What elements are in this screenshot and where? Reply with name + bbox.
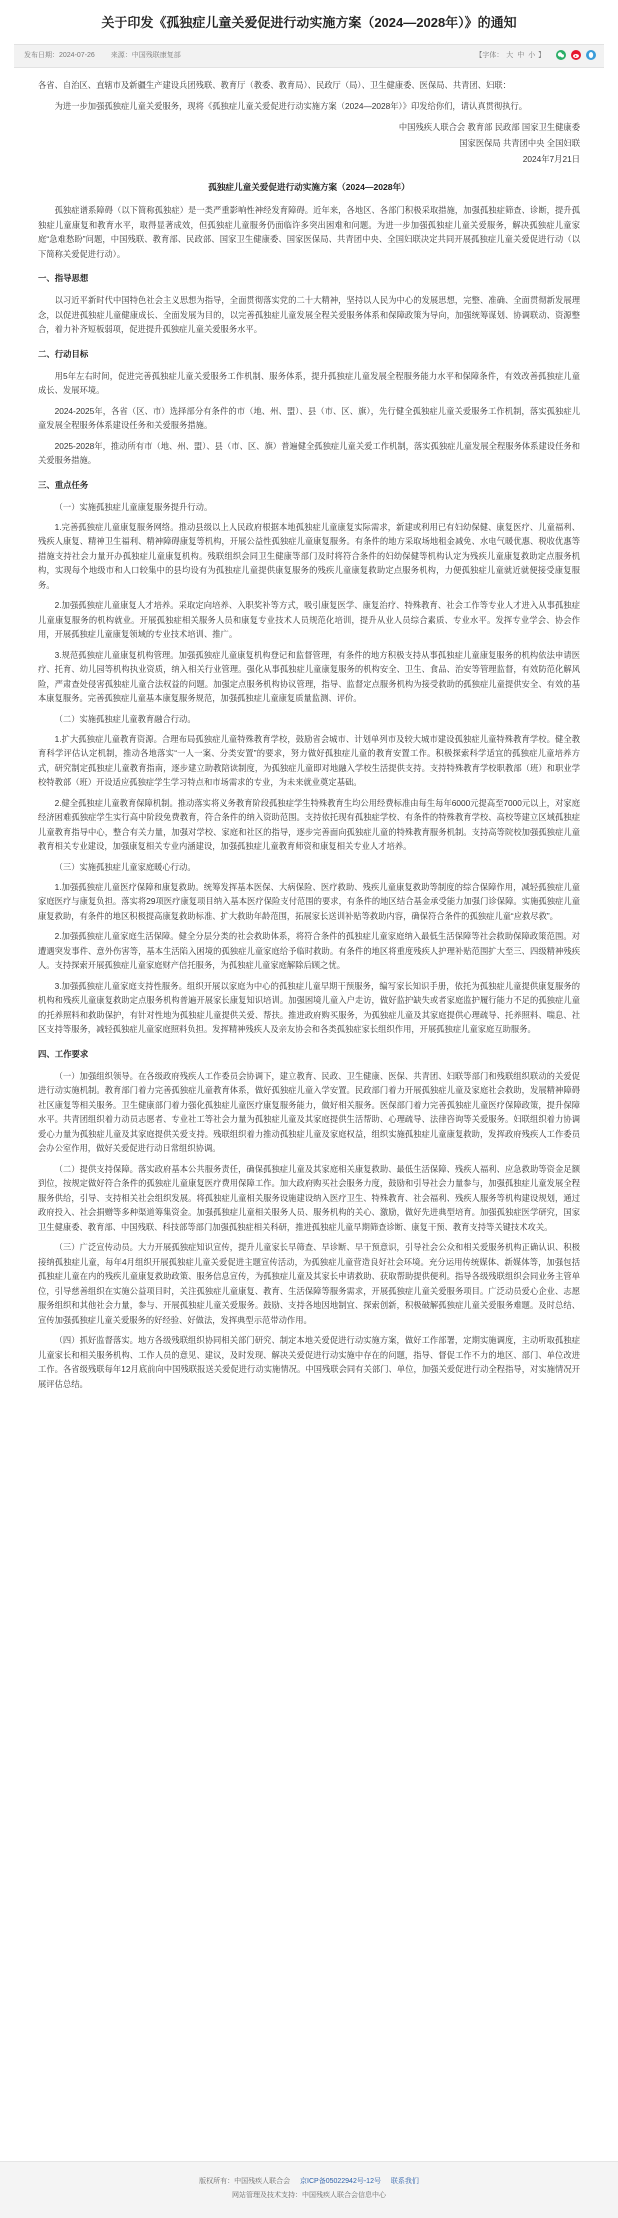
section-heading: 二、行动目标	[38, 348, 89, 359]
section-paragraph: 2025-2028年，推动所有市（地、州、盟）、县（市、区、旗）普遍健全孤独症儿童关爱工作机制，落实孤独症儿童发展全程服务体系建设任务和关爱服务措施。	[38, 440, 580, 465]
section-paragraph: 2024-2025年，各省（区、市）选择部分有条件的市（地、州、盟）、县（市、区、旗），先行健全孤独症儿童关爱服务工作机制，落实孤独症儿童发展全程服务体系建设任务和关爱服务措施。	[38, 405, 580, 430]
plan-intro: 孤独症谱系障碍（以下简称孤独症）是一类严重影响性神经发育障碍。近年来，各地区、各部门积极采取措施，加强孤独症筛查、诊断，提升孤独症儿童康复和教育水平，取得显著成效，但孤独症儿童服务仍面临许多突出困难和问题。为进一步加强孤独症儿童关爱服务，解决孤独症儿童家庭“急难愁盼”问题，中国残联、教育部、民政部、国家卫生健康委、国家医保局、共青团中央、全国妇联决定共同开展孤独症儿童关爱促进行动（以下简称关爱促进行动）。	[38, 205, 580, 259]
publish-date: 发布日期：2024-07-26	[24, 52, 95, 59]
article-tools	[475, 45, 596, 67]
section-paragraph: 3.加强孤独症儿童家庭支持性服务。组织开展以家庭为中心的孤独症儿童早期干预服务，编写家长知识手册，依托为孤独症儿童提供康复服务的机构和残疾儿童康复救助定点服务机构普遍开展家长康复知识培训。加强困境儿童入户走访，做好监护缺失或者家庭监护履行能力不足的孤独症儿童的托养照料和救助保护，有针对性地为孤独症儿童提供关爱、帮扶。推进政府购买服务，为孤独症儿童及其家庭提供心理疏导、托养照料、喘息、社区支持等服务，减轻孤独症儿童家庭照料负担。发挥精神残疾人及亲友协会和各类孤独症家长组织作用，开展孤独症儿童家庭互助服务。	[38, 980, 580, 1034]
section-paragraph: 2.加强孤独症儿童康复人才培养。采取定向培养、入职奖补等方式，吸引康复医学、康复治疗、特殊教育、社会工作等专业人才进入从事孤独症儿童康复服务的机构就业。开展孤独症相关服务人员和康复专业技术人员规范化培训，提升从业人员综合素质、专业水平。发挥专业学会、协会作用，开展孤独症儿童康复领域的专业技术培训、推广。	[38, 600, 580, 639]
subsection-heading: （一）实施孤独症儿童康复服务提升行动。	[54, 501, 213, 512]
section-paragraph: （四）抓好监督落实。地方各级残联组织协同相关部门研究、制定本地关爱促进行动实施方案，做好工作部署，定期实施调度，主动听取孤独症儿童家长和相关服务机构、工作人员的意见、建议，及时发现、解决关爱促进行动实施中存在的问题，指导、督促工作不力的地区、部门、单位改进工作。各省级残联每年12月底前向中国残联报送关爱促进行动实施情况。中国残联会同有关部门、单位，加强关爱促进行动全程指导，对实施情况开展评估总结。	[38, 1335, 580, 1389]
font-size-large-button[interactable]: 大	[506, 52, 514, 59]
section-paragraph: （三）广泛宣传动员。大力开展孤独症知识宣传，提升儿童家长早筛查、早诊断、早干预意识，引导社会公众和相关爱服务机构正确认识、积极接纳孤独症儿童，每年4月组织开展孤独症儿童关爱促进主题宣传活动，为孤独症儿童营造良好社会环境。充分运用传统媒体、新媒体等，加强包括孤独症儿童在内的残疾儿童康复救助政策、服务信息宣传，为孤独症儿童及其家长申请救助、获取帮助提供便利。指导各级残联组织会同业务主管单位，引导慈善组织在实施公益项目时，关注孤独症儿童康复、教育、生活保障等服务需求，开展孤独症儿童关爱服务项目。广泛动员爱心企业、志愿服务组织和其他社会力量，参与、开展孤独症儿童关爱服务。鼓励、支持各地因地制宜、探索创新，积极破解孤独症儿童关爱服务难题。及时总结、宣传加强孤独症儿童关爱服务的好经验、好做法，发挥典型示范带动作用。	[38, 1242, 580, 1325]
subsection-heading: （二）实施孤独症儿童教育融合行动。	[54, 713, 196, 724]
section-paragraph: 2.健全孤独症儿童教育保障机制。推动落实将义务教育阶段孤独症学生特殊教育生均公用经费标准由每生每年6000元提高至7000元以上，对家庭经济困难孤独症学生实行高中阶段免费教育，符合条件的纳入资助范围。支持依托现有孤独症学校、有条件的特殊教育学校、高校等建立区域孤独症儿童教育指导中心，整合有关力量，加强对学校、家庭和社区的指导，逐步完善面向孤独症儿童的特殊教育服务机制。支持高等院校加强孤独症儿童教育相关专业建设，加强康复相关专业内涵建设，加强孤独症儿童教育师资和康复相关专业人才培养。	[38, 797, 580, 851]
footer-tech-support: 网站管理及技术支持：中国残疾人联合会信息中心	[232, 2192, 386, 2199]
section-paragraph: 用5年左右时间，促进完善孤独症儿童关爱服务工作机制、服务体系，提升孤独症儿童发展全程服务能力水平和保障条件，有效改善孤独症儿童成长、发展环境。	[38, 370, 580, 395]
notice-date: 2024年7月21日	[522, 154, 580, 164]
weibo-icon[interactable]	[571, 50, 581, 60]
font-size-close: 】	[538, 52, 546, 59]
section-paragraph: 1.扩大孤独症儿童教育资源。合理布局孤独症儿童特殊教育学校，鼓励省会城市、计划单列市及较大城市建设孤独症儿童特殊教育学校。健全教育科学评估认定机制，推动各地落实“一人一案、分类安置”的要求，努力做好孤独症儿童的教育安置工作。积极探索科学适宜的孤独症儿童培养方式，研究制定孤独症儿童教育指南，逐步建立助教陪读制度，为孤独症儿童即对地融入学校生活提供支持。支持特殊教育学校职教部（班）和职业学校特教部（班）开设适应孤独症学生学习特点和市场需求的专业，为未来就业奠定基础。	[38, 733, 580, 787]
section-heading: 四、工作要求	[38, 1048, 89, 1059]
font-size-small-button[interactable]: 小	[528, 52, 536, 59]
notice-recipients: 各省、自治区、直辖市及新疆生产建设兵团残联、教育厅（教委、教育局）、民政厅（局）、卫生健康委、医保局、共青团、妇联：	[38, 80, 511, 90]
section-heading: 三、重点任务	[38, 479, 89, 490]
section-heading: 一、指导思想	[38, 273, 89, 283]
footer-line-1	[0, 2176, 618, 2188]
notice-body: 为进一步加强孤独症儿童关爱服务，现将《孤独症儿童关爱促进行动实施方案（2024—2028年）》印发给你们，请认真贯彻执行。	[54, 100, 528, 111]
article-meta-bar	[14, 44, 604, 68]
section-paragraph: 1.完善孤独症儿童康复服务网络。推动县级以上人民政府根据本地孤独症儿童康复实际需求，新建或利用已有妇幼保健、康复医疗、儿童福利、残疾人康复、精神卫生福利、精神障碍康复等机构，开展公益性孤独症儿童康复服务。有条件的地方采取场地租金减免、水电气暖优惠、税收优惠等措施支持社会力量开办孤独症儿童康复机构。残联组织会同卫生健康等部门及时将符合条件的妇幼保健等机构认定为残疾儿童康复救助定点服务机构，实现每个地级市和人口较集中的县均设有为孤独症儿童提供康复服务的残疾儿童康复救助定点服务机构，力便孤独症儿童就近就便接受康复服务。	[38, 521, 580, 590]
signatories-line-1: 中国残疾人联合会 教育部 民政部 国家卫生健康委	[398, 122, 580, 132]
font-size-label: 【字体：	[475, 52, 504, 59]
font-size-medium-button[interactable]: 中	[517, 52, 525, 59]
section-paragraph: （一）加强组织领导。在各级政府残疾人工作委员会协调下，建立教育、民政、卫生健康、医保、共青团、妇联等部门和残联组织联动的关爱促进行动实施机制。教育部门着力完善孤独症儿童教育体系，做好孤独症儿童入学安置。民政部门着力开展孤独症儿童及家庭社会救助，发展精神障碍社区康复等相关服务。卫生健康部门着力强化孤独症儿童医疗康复服务能力，做好相关服务。医保部门着力完善孤独症儿童医疗保障政策，提升保障水平。共青团组织着力动员志愿者、专业社工等社会力量为孤独症儿童及其家庭提供生活帮助、心理疏导、法律咨询等关爱服务。妇联组织着力协调爱心力量为孤独症儿童及其家庭提供关爱支持。残联组织着力推动孤独症儿童及家庭权益，组织实施孤独症儿童康复救助，发挥政府残疾人工作委员会办公室作用，做好关爱促进行动日常组织协调。	[38, 1070, 580, 1153]
wechat-icon[interactable]	[556, 50, 566, 60]
section-paragraph: 以习近平新时代中国特色社会主义思想为指导，全面贯彻落实党的二十大精神，坚持以人民为中心的发展思想，完整、准确、全面贯彻新发展理念，以促进孤独症儿童健康成长、全面发展为目的，以完善孤独症儿童发展全程关爱服务体系和保障政策为导向，加强统筹谋划、协调联动、资源整合，着力补齐短板弱项，促进提升孤独症儿童关爱服务水平。	[38, 295, 580, 334]
signatories-line-2: 国家医保局 共青团中央 全国妇联	[459, 138, 580, 148]
section-paragraph: 1.加强孤独症儿童医疗保障和康复救助。统筹发挥基本医保、大病保险、医疗救助、残疾儿童康复救助等制度的综合保障作用，减轻孤独症儿童家庭医疗与康复负担。落实将29项医疗康复项目纳入基本医疗保险支付范围的要求，有条件的地区结合基金承受能力加强门诊保障。实施孤独症儿童康复救助，有条件的地区积极提高康复救助标准、扩大救助年龄范围，拓展家长送训补贴等救助内容，确保符合条件的孤独症儿童“应救尽救”。	[38, 881, 580, 921]
font-size-selector	[475, 52, 547, 59]
subsection-heading: （三）实施孤独症儿童家庭暖心行动。	[54, 861, 196, 872]
qq-icon[interactable]	[586, 50, 596, 60]
site-footer	[0, 2161, 618, 2218]
footer-copyright: 版权所有：中国残疾人联合会	[199, 2178, 291, 2185]
section-paragraph: 2.加强孤独症儿童家庭生活保障。健全分层分类的社会救助体系，将符合条件的孤独症儿童家庭纳入最低生活保障等社会救助保障政策范围。对遭遇突发事件、意外伤害等，基本生活陷入困境的孤独症儿童家庭给予临时救助。有条件的地区将重度残疾人护理补贴范围扩大至三、四级精神残疾人。支持探索开展孤独症儿童家庭财产信托服务，为孤独症儿童家庭解除后顾之忧。	[38, 931, 580, 970]
article-content	[0, 68, 618, 1391]
article-meta-left	[24, 45, 195, 67]
icp-link[interactable]: 京ICP备05022942号-12号	[300, 2178, 381, 2185]
footer-line-2	[0, 2190, 618, 2202]
contact-us-link[interactable]: 联系我们	[390, 2178, 419, 2185]
section-paragraph: 3.规范孤独症儿童康复机构管理。加强孤独症儿童康复机构登记和监督管理，有条件的地方积极支持从事孤独症儿童康复服务的机构依法申请医疗、托育、幼儿园等机构执业资质，纳入相关行业管理。强化从事孤独症儿童康复服务的机构安全、卫生、食品、治安等管理监督，有效防范化解风险，严肃查处侵害孤独症儿童合法权益的问题。加强定点服务机构协议管理，指导、监督定点服务机构为接受救助的孤独症儿童提供安全、有效的基本康复服务。完善孤独症儿童基本康复服务规范，加强孤独症儿童康复质量监测、评价。	[38, 649, 580, 703]
article-title: 关于印发《孤独症儿童关爱促进行动实施方案（2024—2028年）》的通知	[101, 15, 517, 30]
section-paragraph: （二）提供支持保障。落实政府基本公共服务责任，确保孤独症儿童及其家庭相关康复救助、最低生活保障、残疾人福利、应急救助等资金足额到位，按规定做好符合条件的孤独症儿童康复医疗费用保障工作。加大政府购买社会服务力度，鼓励和引导社会力量参与，加强孤独症儿童发展全程服务供给，引导、支持相关社会组织发展。将孤独症儿童相关服务设施建设纳入医疗卫生、特殊教育、社会福利、残疾人服务等机构建设规划，通过政府投入、社会捐赠等多种渠道筹集资金。加强孤独症儿童相关服务人员、服务机构的关心、激励，做好先进典型培育。加强孤独症医学研究，国家卫生健康委、教育部、中国残联、科技部等部门加强孤独症相关科研，推进孤独症儿童早期筛查诊断、康复干预、教育支持等关键技术攻关。	[38, 1163, 580, 1232]
plan-title: 孤独症儿童关爱促进行动实施方案（2024—2028年）	[208, 182, 410, 192]
article-source: 来源：中国残联康复部	[110, 52, 181, 59]
